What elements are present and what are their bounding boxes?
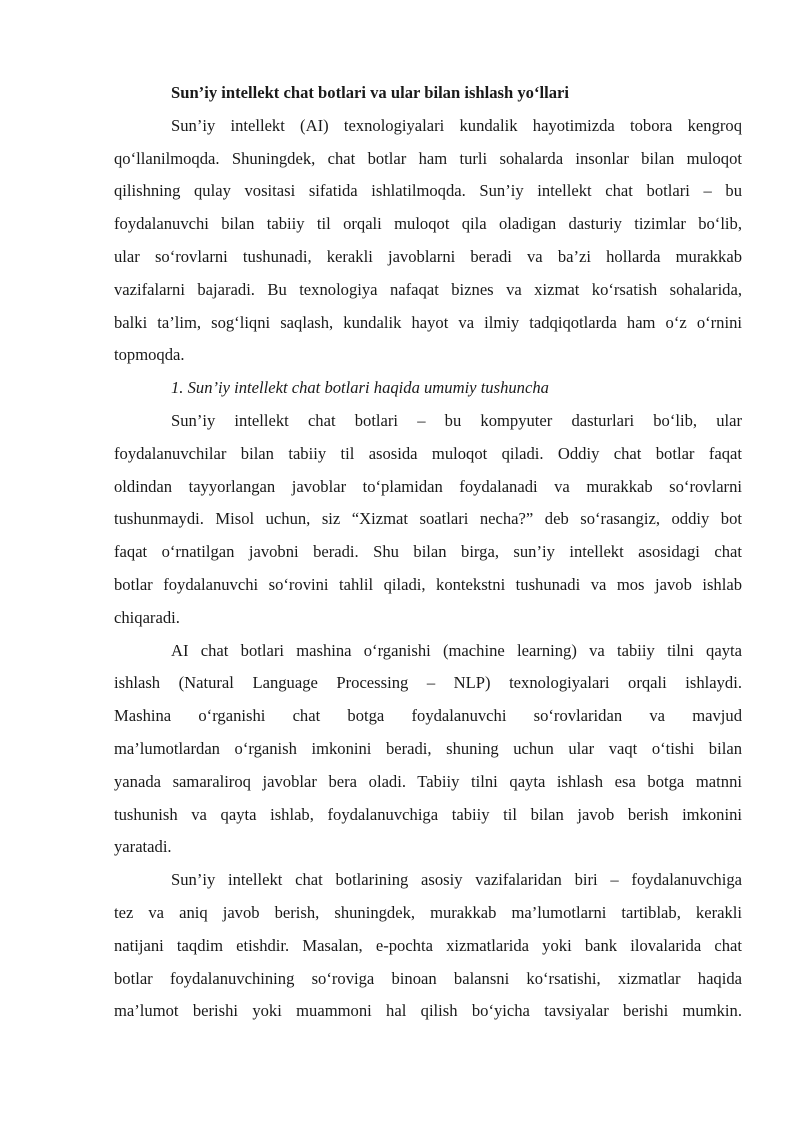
paragraph-line: tushunmaydi. Misol uchun, siz “Xizmat soatlari necha?” deb so‘rasangiz, oddiy bot	[114, 509, 742, 529]
section-heading: 1. Sun’iy intellekt chat botlari haqida umumiy tushuncha	[171, 378, 549, 398]
paragraph-line: natijani taqdim etishdir. Masalan, e-pochta xizmatlarida yoki bank ilovalarida chat	[114, 935, 742, 955]
paragraph-line: tushunish va qayta ishlab, foydalanuvchiga tabiiy til bilan javob berish imkonini	[114, 804, 742, 824]
paragraph-line: Mashina o‘rganishi chat botga foydalanuvchi so‘rovlaridan va mavjud	[114, 706, 742, 726]
paragraph-definition	[114, 405, 742, 635]
paragraph-line: vazifalarni bajaradi. Bu texnologiya nafaqat biznes va xizmat ko‘rsatish sohalarida,	[114, 279, 742, 299]
paragraph-technology	[114, 635, 742, 865]
paragraph-tasks	[114, 864, 742, 1028]
paragraph-line: Sun’iy intellekt chat botlarining asosiy vazifalaridan biri – foydalanuvchiga	[171, 870, 742, 890]
paragraph-line: botlar foydalanuvchi so‘rovini tahlil qiladi, kontekstni tushunadi va mos javob ishlab	[114, 574, 742, 594]
paragraph-line: Sun’iy intellekt chat botlari – bu kompyuter dasturlari bo‘lib, ular	[171, 410, 742, 430]
paragraph-line: botlar foydalanuvchining so‘roviga binoan balansni ko‘rsatishi, xizmatlar haqida	[114, 968, 742, 988]
paragraph-line: AI chat botlari mashina o‘rganishi (machine learning) va tabiiy tilni qayta	[171, 640, 742, 660]
paragraph-line: oldindan tayyorlangan javoblar to‘plamidan foydalanadi va murakkab so‘rovlarni	[114, 476, 742, 496]
document-page	[114, 77, 742, 1028]
paragraph-line: foydalanuvchilar bilan tabiiy til asosida muloqot qiladi. Oddiy chat botlar faqat	[114, 443, 742, 463]
paragraph-line: foydalanuvchi bilan tabiiy til orqali muloqot qila oladigan dasturiy tizimlar bo‘lib,	[114, 214, 742, 234]
paragraph-line: ular so‘rovlarni tushunadi, kerakli javoblarni beradi va ba’zi hollarda murakkab	[114, 246, 742, 266]
paragraph-line: tez va aniq javob berish, shuningdek, murakkab ma’lumotlarni tartiblab, kerakli	[114, 902, 742, 922]
paragraph-line: balki ta’lim, sog‘liqni saqlash, kundalik hayot va ilmiy tadqiqotlarda ham o‘z o‘rnini	[114, 312, 742, 332]
paragraph-line: qilishning qulay vositasi sifatida ishlatilmoqda. Sun’iy intellekt chat botlari – bu	[114, 181, 742, 201]
paragraph-line: ma’lumotlardan o‘rganish imkonini beradi, shuning uchun ular vaqt o‘tishi bilan	[114, 738, 742, 758]
paragraph-line: Sun’iy intellekt (AI) texnologiyalari kundalik hayotimizda tobora kengroq	[171, 115, 742, 135]
paragraph-line: ma’lumot berishi yoki muammoni hal qilish bo‘yicha tavsiyalar berishi mumkin.	[114, 1001, 742, 1021]
paragraph-line: ishlash (Natural Language Processing – NLP) texnologiyalari orqali ishlaydi.	[114, 673, 742, 693]
paragraph-line: faqat o‘rnatilgan javobni beradi. Shu bilan birga, sun’iy intellekt asosidagi chat	[114, 542, 742, 562]
paragraph-intro	[114, 110, 742, 372]
document-title: Sun’iy intellekt chat botlari va ular bilan ishlash yo‘llari	[171, 83, 569, 102]
paragraph-line: topmoqda.	[114, 345, 185, 365]
paragraph-line: chiqaradi.	[114, 607, 180, 627]
paragraph-line: yaratadi.	[114, 837, 172, 857]
paragraph-line: qo‘llanilmoqda. Shuningdek, chat botlar ham turli sohalarda insonlar bilan muloqot	[114, 148, 742, 168]
paragraph-line: yanada samaraliroq javoblar bera oladi. Tabiiy tilni qayta ishlash esa botga matnni	[114, 771, 742, 791]
